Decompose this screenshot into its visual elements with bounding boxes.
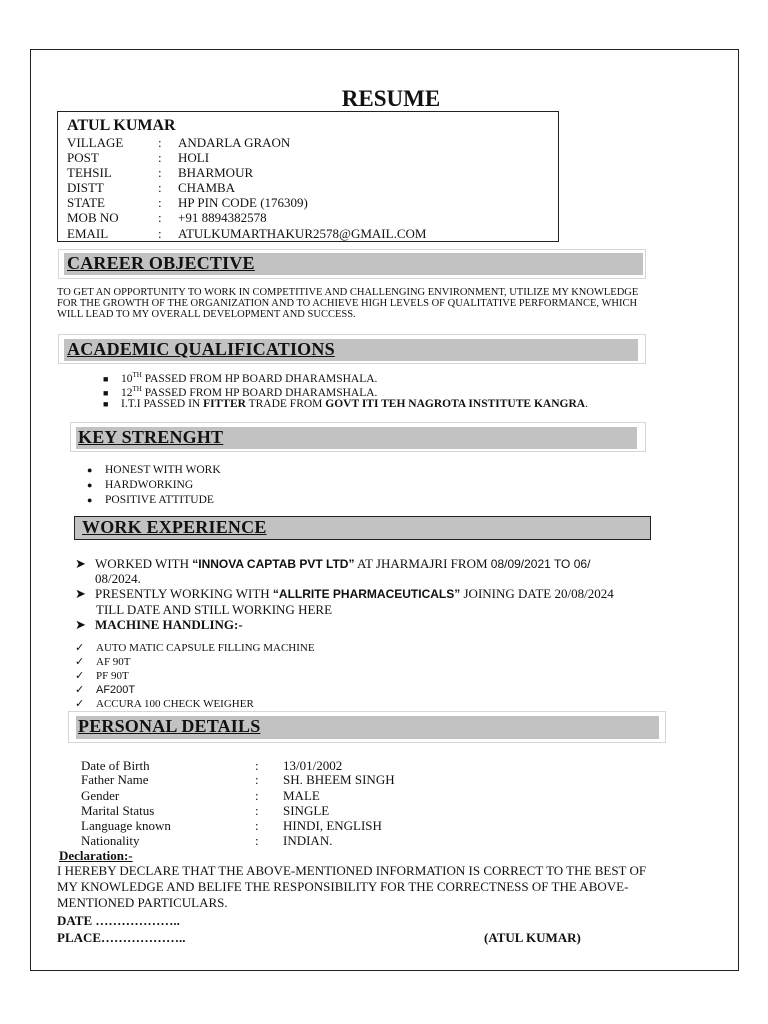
arrow-bullet-icon: ➤ (75, 617, 86, 632)
date-field: DATE ……………….. (57, 913, 180, 928)
personal-row-father: Father Name : SH. BHEEM SINGH (81, 772, 395, 787)
work-heading: WORK EXPERIENCE (82, 517, 267, 537)
machine-item: ✓ AUTO MATIC CAPSULE FILLING MACHINE (75, 642, 315, 654)
check-icon: ✓ (75, 642, 85, 654)
address-label: EMAIL (67, 226, 109, 241)
address-row-post (67, 150, 209, 166)
arrow-bullet-icon: ➤ (75, 556, 86, 571)
address-value: HOLI (178, 150, 210, 165)
address-separator: : (158, 226, 162, 241)
address-separator: : (158, 135, 162, 150)
declaration-line: MENTIONED PARTICULARS. (57, 895, 228, 910)
declaration-line: I HEREBY DECLARE THAT THE ABOVE-MENTIONED INFORMATION IS CORRECT TO THE BEST OF (57, 863, 647, 878)
check-icon: ✓ (75, 698, 85, 710)
check-icon: ✓ (75, 670, 85, 682)
address-row-mobile (67, 210, 267, 226)
machine-item: ✓ AF200T (75, 684, 136, 696)
work-item-innova-cont: 08/2024. (95, 571, 141, 586)
work-item-innova: ➤ WORKED WITH “INNOVA CAPTAB PVT LTD” AT JHARMAJRI FROM 08/09/2021 TO 06/ (75, 556, 591, 571)
square-bullet-icon: ■ (103, 399, 109, 409)
address-value: HP PIN CODE (176309) (178, 195, 308, 210)
check-icon: ✓ (75, 684, 85, 696)
address-separator: : (158, 165, 162, 180)
page-title: RESUME (341, 86, 441, 111)
career-line: TO GET AN OPPORTUNITY TO WORK IN COMPETITIVE AND CHALLENGING ENVIRONMENT, UTILIZE MY KNOWLEDGE (57, 287, 639, 298)
address-separator: : (158, 210, 162, 225)
round-bullet-icon: ● (87, 480, 93, 490)
address-separator: : (158, 195, 162, 210)
address-label: POST (67, 150, 99, 165)
strength-item: ● HONEST WITH WORK (87, 464, 221, 476)
personal-heading: PERSONAL DETAILS (78, 716, 261, 736)
arrow-bullet-icon: ➤ (75, 586, 86, 601)
machine-item: ✓ ACCURA 100 CHECK WEIGHER (75, 698, 254, 710)
career-heading: CAREER OBJECTIVE (67, 253, 255, 273)
personal-row-gender: Gender : MALE (81, 788, 320, 803)
address-row-state (67, 195, 308, 211)
place-field: PLACE……………….. (57, 930, 186, 945)
personal-row-nationality: Nationality : INDIAN. (81, 833, 333, 848)
address-label: DISTT (67, 180, 104, 195)
address-separator: : (158, 180, 162, 195)
address-value: CHAMBA (178, 180, 236, 195)
career-line: FOR THE GROWTH OF THE ORGANIZATION AND TO ACHIEVE HIGH LEVELS OF QUALITATIVE PERFORMANCE, WHICH (57, 298, 638, 309)
academic-item: ■ 10TH PASSED FROM HP BOARD DHARAMSHALA. (103, 371, 378, 385)
square-bullet-icon: ■ (103, 387, 109, 398)
work-item-allrite: ➤ PRESENTLY WORKING WITH “ALLRITE PHARMACEUTICALS” JOINING DATE 20/08/2024 (75, 586, 614, 601)
strength-item: ● POSITIVE ATTITUDE (87, 494, 214, 506)
address-label: TEHSIL (67, 165, 112, 180)
personal-row-marital: Marital Status : SINGLE (81, 803, 330, 818)
address-value: ANDARLA GRAON (178, 135, 291, 150)
career-line: WILL LEAD TO MY OVERALL DEVELOPMENT AND SUCCESS. (57, 309, 356, 320)
work-item-allrite-cont: TILL DATE AND STILL WORKING HERE (96, 602, 333, 617)
academic-item: ■ I.T.I PASSED IN FITTER TRADE FROM GOVT ITI TEH NAGROTA INSTITUTE KANGRA. (103, 398, 588, 410)
square-bullet-icon: ■ (103, 373, 109, 384)
personal-row-dob: Date of Birth : 13/01/2002 (81, 758, 343, 773)
personal-row-language: Language known : HINDI, ENGLISH (81, 818, 382, 833)
address-row-email (67, 226, 426, 242)
machine-item: ✓ AF 90T (75, 656, 131, 668)
address-label: STATE (67, 195, 105, 210)
address-row-tehsil (67, 165, 253, 181)
strengths-heading: KEY STRENGHT (78, 427, 224, 447)
strength-item: ● HARDWORKING (87, 479, 194, 491)
address-row-distt (67, 180, 235, 196)
signature-name: (ATUL KUMAR) (484, 930, 581, 945)
declaration-line: MY KNOWLEDGE AND BELIFE THE RESPONSIBILITY FOR THE CORRECTNESS OF THE ABOVE- (57, 879, 629, 894)
address-label: MOB NO (67, 210, 119, 225)
machine-item: ✓ PF 90T (75, 670, 129, 682)
address-row-village (67, 135, 290, 151)
address-label: VILLAGE (67, 135, 124, 150)
address-value: ATULKUMARTHAKUR2578@GMAIL.COM (178, 226, 427, 241)
round-bullet-icon: ● (87, 465, 93, 475)
academic-heading: ACADEMIC QUALIFICATIONS (67, 339, 335, 359)
check-icon: ✓ (75, 656, 85, 668)
round-bullet-icon: ● (87, 495, 93, 505)
address-value: +91 8894382578 (178, 210, 267, 225)
address-separator: : (158, 150, 162, 165)
declaration-heading: Declaration:- (59, 848, 133, 863)
applicant-name: ATUL KUMAR (67, 117, 176, 134)
machine-handling-heading: ➤ MACHINE HANDLING:- (75, 617, 243, 632)
address-value: BHARMOUR (178, 165, 254, 180)
academic-item: ■ 12TH PASSED FROM HP BOARD DHARAMSHALA. (103, 385, 378, 399)
